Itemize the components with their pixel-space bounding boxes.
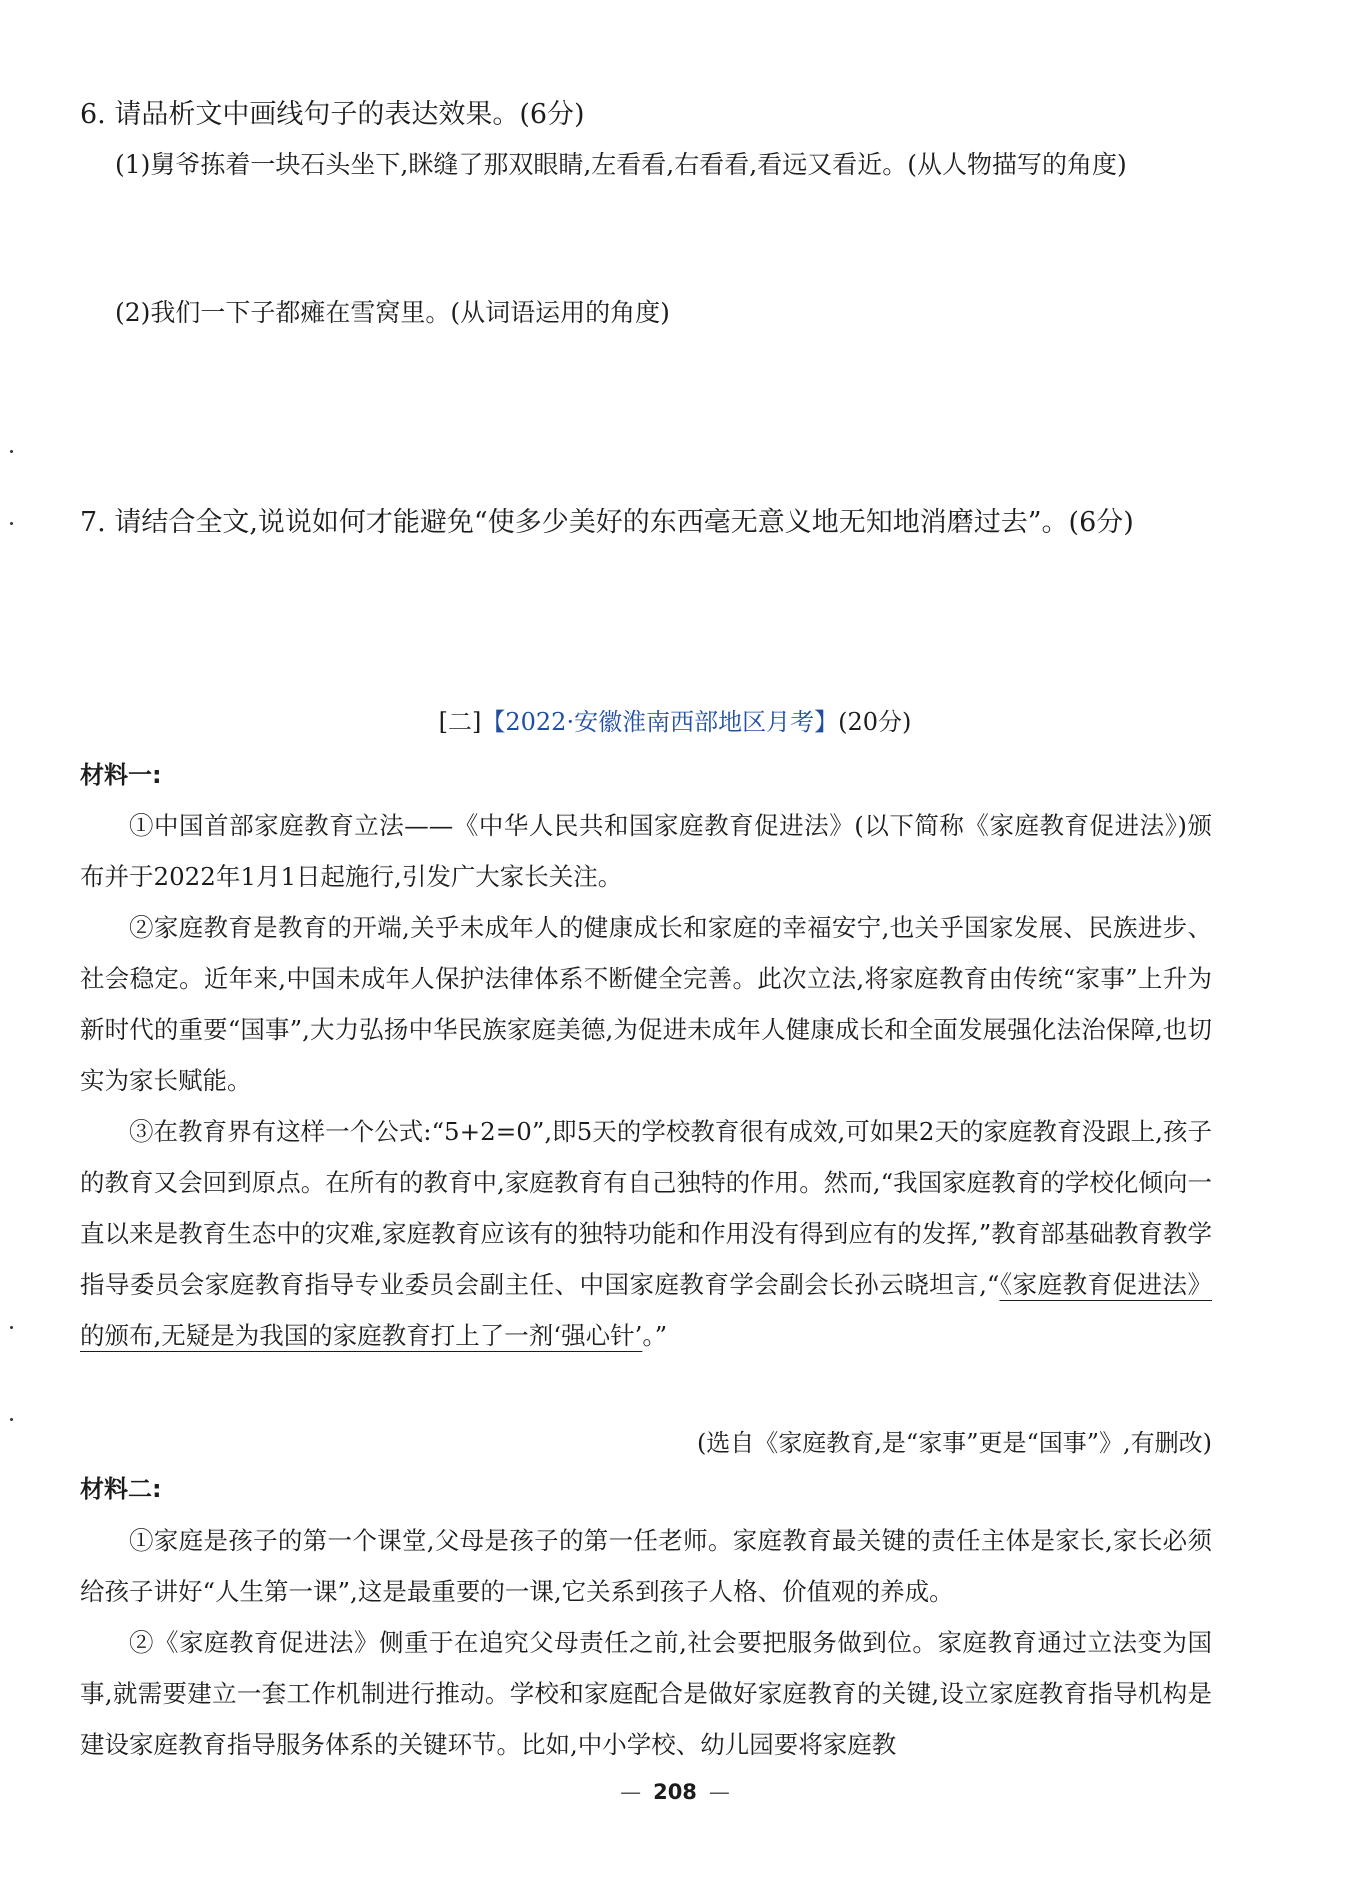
paragraph-3-end: 。” (642, 1321, 668, 1350)
material-1-paragraph-2: ②家庭教育是教育的开端,关乎未成年人的健康成长和家庭的幸福安宁,也关乎国家发展、民族进步、社会稳定。近年来,中国未成年人保护法律体系不断健全完善。此次立法,将家庭教育由传统“家事”上升为新时代的重要“国事”,大力弘扬中华民族家庭美德,为促进未成年人健康成长和全面发展强化法治保障,也切实为家长赋能。 (80, 913, 1212, 1095)
page-number-dash-left: — (620, 1780, 642, 1804)
margin-dot (10, 1418, 13, 1421)
material-2-heading: 材料二: (80, 1475, 162, 1503)
material-1-source: (选自《家庭教育,是“家事”更是“国事”》,有删改) (696, 1429, 1212, 1457)
underlined-sentence: 《家庭教育促进法》的颁布,无疑是为我国的家庭教育打上了一剂‘强心针’ (80, 1270, 1213, 1350)
paragraph-3-text: ③在教育界有这样一个公式:“5+2=0”,即5天的学校教育很有成效,可如果2天的家庭教育没跟上,孩子的教育又会回到原点。在所有的教育中,家庭教育有自己独特的作用。然而,“我国家庭教育的学校化倾向一直以来是教育生态中的灾难,家庭教育应该有的独特功能和作用没有得到应有的发挥,”教育部基础教育教学指导委员会家庭教育指导专业委员会副主任、中国家庭教育学会副会长孙云晓坦言,“ (80, 1117, 1212, 1299)
material-2-paragraph-2: ②《家庭教育促进法》侧重于在追究父母责任之前,社会要把服务做到位。家庭教育通过立法变为国事,就需要建立一套工作机制进行推动。学校和家庭配合是做好家庭教育的关键,设立家庭教育指导机构是建设家庭教育指导服务体系的关键环节。比如,中小学校、幼儿园要将家庭教 (80, 1628, 1212, 1759)
section-2-bracket: [二] (438, 708, 482, 736)
question-7: 7. 请结合全文,说说如何才能避免“使多少美好的东西毫无意义地无知地消磨过去”。(6分) (80, 507, 1134, 538)
question-6-part-2: (2)我们一下子都瘫在雪窝里。(从词语运用的角度) (115, 298, 670, 327)
material-1-paragraph-3 (80, 1106, 1212, 1361)
question-6: 6. 请品析文中画线句子的表达效果。(6分) (80, 99, 585, 130)
margin-dot (10, 522, 13, 525)
section-2-title (0, 705, 1350, 739)
section-2-points: (20分) (838, 708, 912, 736)
page-number (0, 1778, 1350, 1806)
page-number-dash-right: — (708, 1780, 730, 1804)
page-number-value: 208 (653, 1780, 697, 1804)
question-6-part-1: (1)舅爷拣着一块石头坐下,眯缝了那双眼睛,左看看,右看看,看远又看近。(从人物描写的角度) (115, 150, 1127, 179)
margin-dot (10, 1326, 13, 1329)
section-2-source: 【2022·安徽淮南西部地区月考】 (481, 708, 839, 736)
material-1-heading: 材料一: (80, 761, 162, 789)
material-1-paragraph-1: ①中国首部家庭教育立法——《中华人民共和国家庭教育促进法》(以下简称《家庭教育促进法》)颁布并于2022年1月1日起施行,引发广大家长关注。 (80, 811, 1212, 891)
margin-dot (10, 450, 13, 453)
material-2-paragraph-1: ①家庭是孩子的第一个课堂,父母是孩子的第一任老师。家庭教育最关键的责任主体是家长,家长必须给孩子讲好“人生第一课”,这是最重要的一课,它关系到孩子人格、价值观的养成。 (80, 1526, 1212, 1606)
